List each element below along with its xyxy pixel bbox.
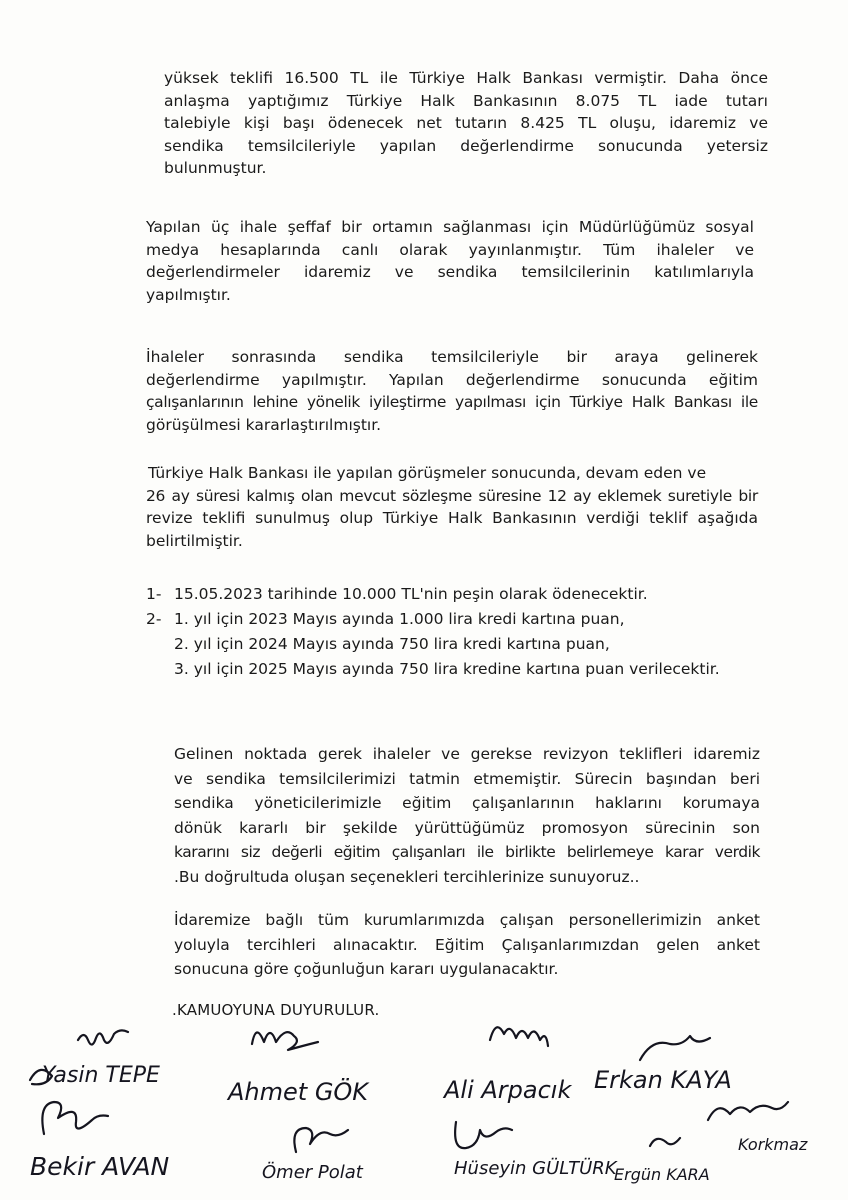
- signature-huseyin-gulturk: [454, 1122, 618, 1179]
- text-line: yüksek teklifi 16.500 TL ile Türkiye Halk Bankası vermiştir. Daha önce: [164, 69, 768, 87]
- text-line: çalışanlarının lehine yönelik iyileştirme yapılması için Türkiye Halk Bankası ile: [146, 393, 758, 411]
- text-line: dönük kararlı bir şekilde yürüttüğümüz promosyon sürecinin son: [174, 818, 760, 837]
- signature-name: Ergün KARA: [614, 1165, 710, 1184]
- list-text: 1. yıl için 2023 Mayıs ayında 1.000 lira kredi kartına puan,: [174, 610, 625, 628]
- text-line: ve sendika temsilcilerimizi tatmin etmemiştir. Sürecin başından beri: [174, 769, 760, 788]
- text-line: sendika temsilcileriyle yapılan değerlendirme sonucunda yetersiz: [164, 136, 768, 155]
- text-line: sendika yöneticilerimizle eğitim çalışanlarının haklarını korumaya: [174, 794, 760, 812]
- text-line: belirtilmiştir.: [146, 531, 243, 550]
- signature-ergun-kara: [614, 1138, 710, 1184]
- text-line: medya hesaplarında canlı olarak yayınlanmıştır. Tüm ihaleler ve: [146, 240, 754, 259]
- paragraph-evaluation: [146, 346, 758, 436]
- paragraph-bid-result: [164, 67, 768, 180]
- text-line: değerlendirmeler idaremiz ve sendika temsilcilerinin katılımlarıyla: [146, 263, 754, 281]
- signatures-area: [0, 1010, 848, 1200]
- signature-ali-arpacik: [442, 1027, 572, 1104]
- signature-name: Yasin TEPE: [42, 1063, 160, 1088]
- signature-name: Ahmet GÖK: [228, 1078, 369, 1106]
- signature-korkmaz: [708, 1102, 808, 1154]
- text-line: yapılmıştır.: [146, 285, 231, 304]
- text-line: 26 ay süresi kalmış olan mevcut sözleşme süresine 12 ay eklemek suretiyle bir: [146, 486, 758, 505]
- text-line: Gelinen noktada gerek ihaleler ve gerekse revizyon teklifleri idaremiz: [174, 745, 760, 763]
- text-line: bulunmuştur.: [164, 159, 267, 177]
- text-line: talebiyle kişi başı ödenecek net tutarın 8.425 TL oluşu, idaremiz ve: [164, 114, 768, 132]
- text-line: anlaşma yaptığımız Türkiye Halk Bankasının 8.075 TL iade tutarı: [164, 91, 768, 110]
- signature-yasin-tepe: [30, 1030, 160, 1088]
- paragraph-survey: [174, 908, 760, 982]
- paragraph-conclusion: [174, 742, 760, 889]
- list-number: 2-: [146, 610, 162, 628]
- signature-name: Ömer Polat: [262, 1162, 363, 1183]
- paragraph-revised-offer: [146, 462, 758, 552]
- signature-name: Korkmaz: [738, 1135, 808, 1154]
- text-line: Yapılan üç ihale şeffaf bir ortamın sağlanması için Müdürlüğümüz sosyal: [146, 218, 754, 236]
- list-subitem: [146, 632, 720, 657]
- text-line: yoluyla tercihleri alınacaktır. Eğitim Çalışanlarımızdan gelen anket: [174, 935, 760, 954]
- signature-name: Hüseyin GÜLTÜRK: [454, 1158, 617, 1179]
- list-item: [146, 582, 720, 607]
- offer-list: [146, 582, 720, 682]
- signature-bekir-avan: [30, 1102, 170, 1181]
- text-line: İhaleler sonrasında sendika temsilcileriyle bir araya gelinerek: [146, 348, 758, 366]
- list-text: 3. yıl için 2025 Mayıs ayında 750 lira kredine kartına puan verilecektir.: [174, 660, 720, 678]
- text-line: kararını siz değerli eğitim çalışanları ile birlikte belirlemeye karar verdik: [174, 843, 760, 861]
- text-line: .Bu doğrultuda oluşan seçenekleri tercihlerinize sunuyoruz..: [174, 867, 640, 886]
- signature-name: Bekir AVAN: [30, 1152, 170, 1181]
- text-line: değerlendirme yapılmıştır. Yapılan değerlendirme sonucunda eğitim: [146, 370, 758, 389]
- signature-omer-polat: [262, 1128, 364, 1183]
- list-text: 15.05.2023 tarihinde 10.000 TL'nin peşin olarak ödenecektir.: [174, 585, 648, 603]
- list-item: [146, 607, 720, 632]
- text-line: sonucuna göre çoğunluğun kararı uygulanacaktır.: [174, 960, 559, 978]
- signature-erkan-kaya: [594, 1036, 732, 1094]
- signature-name: Erkan KAYA: [594, 1066, 732, 1094]
- list-number: 1-: [146, 585, 162, 603]
- list-text: 2. yıl için 2024 Mayıs ayında 750 lira kredi kartına puan,: [174, 635, 610, 653]
- signature-ahmet-gok: [226, 1032, 370, 1106]
- text-line: görüşülmesi kararlaştırılmıştır.: [146, 415, 382, 434]
- text-line: revize teklifi sunulmuş olup Türkiye Halk Bankasının verdiği teklif aşağıda: [146, 509, 758, 527]
- text-line: İdaremize bağlı tüm kurumlarımızda çalışan personellerimizin anket: [174, 911, 760, 929]
- text-line: Türkiye Halk Bankası ile yapılan görüşmeler sonucunda, devam eden ve: [148, 464, 707, 482]
- announcement-text: .KAMUOYUNA DUYURULUR.: [172, 1001, 380, 1019]
- signature-name: Ali Arpacık: [444, 1076, 572, 1104]
- list-subitem: [146, 657, 720, 682]
- paragraph-transparency: [146, 216, 754, 306]
